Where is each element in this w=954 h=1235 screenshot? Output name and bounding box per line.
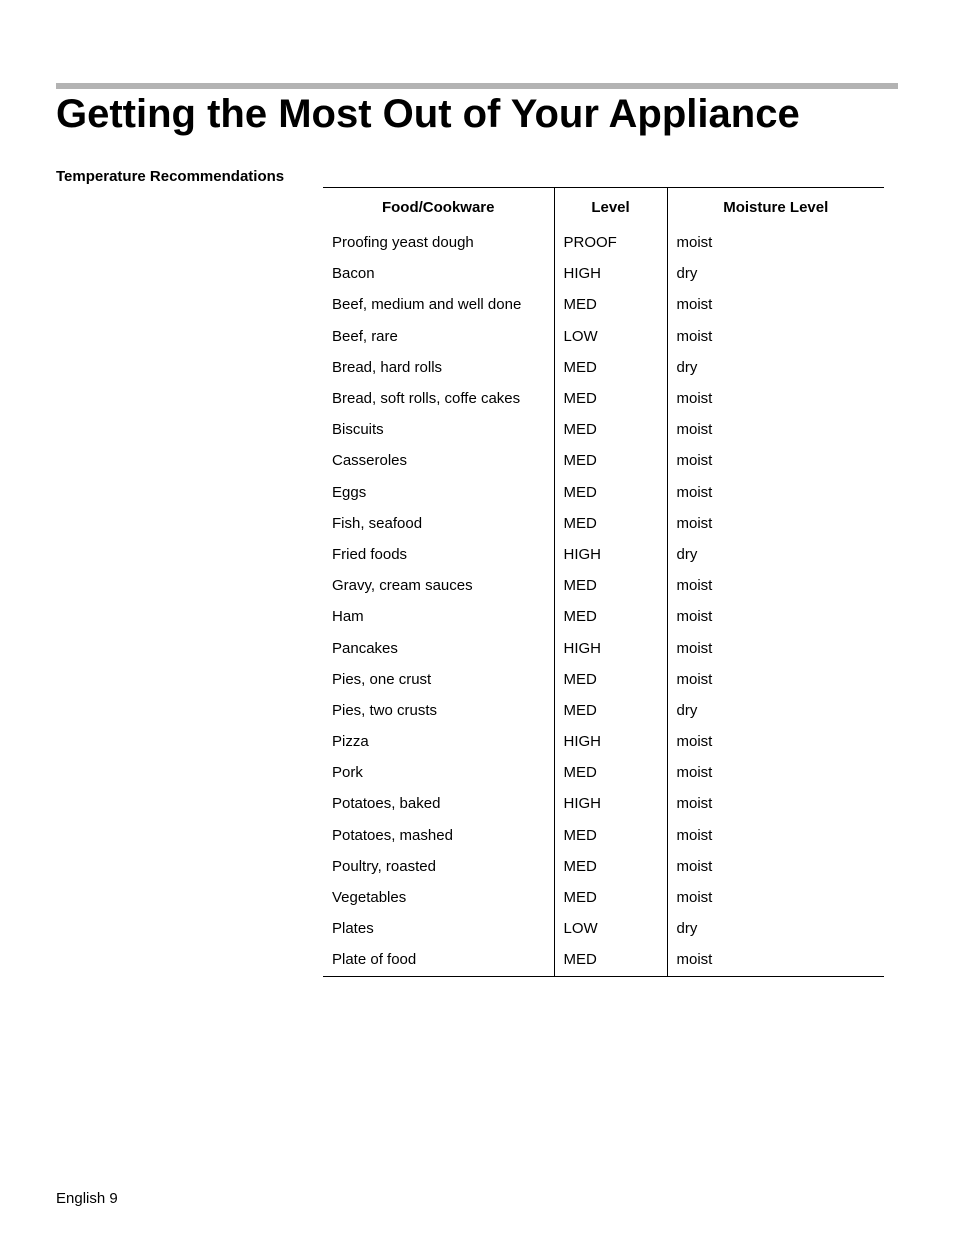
table-row: [323, 414, 884, 445]
cell-food: Vegetables: [323, 882, 554, 913]
cell-moisture: dry: [676, 265, 698, 283]
table-row: [323, 788, 884, 819]
cell-moisture: moist: [676, 764, 713, 782]
cell-level: HIGH: [554, 788, 667, 819]
cell-moisture: moist: [676, 826, 713, 844]
cell-level: MED: [554, 289, 667, 320]
cell-level: HIGH: [554, 258, 667, 289]
cell-food: Potatoes, baked: [323, 788, 554, 819]
cell-moisture: moist: [676, 951, 713, 969]
cell-moisture: dry: [676, 545, 698, 563]
cell-food: Biscuits: [323, 414, 554, 445]
cell-food: Bacon: [323, 258, 554, 289]
cell-food: Pies, one crust: [323, 664, 554, 695]
cell-level: MED: [554, 508, 667, 539]
cell-moisture: dry: [676, 358, 698, 376]
table-row: [323, 539, 884, 570]
cell-moisture: moist: [676, 795, 713, 813]
cell-moisture: moist: [676, 639, 713, 657]
cell-level: MED: [554, 820, 667, 851]
table-row: [323, 477, 884, 508]
page-title: Getting the Most Out of Your Appliance: [56, 92, 800, 136]
table-row: [323, 445, 884, 476]
table-row: [323, 601, 884, 632]
cell-food: Fish, seafood: [323, 508, 554, 539]
page-footer: English 9: [56, 1190, 118, 1207]
cell-level: MED: [554, 757, 667, 788]
cell-moisture: moist: [676, 327, 713, 345]
cell-moisture: moist: [676, 483, 713, 501]
cell-moisture: moist: [676, 514, 713, 532]
title-rule: [56, 83, 898, 89]
cell-level: MED: [554, 445, 667, 476]
temperature-recommendations-table: [323, 187, 884, 977]
table-row: [323, 757, 884, 788]
table-row: [323, 352, 884, 383]
cell-level: MED: [554, 695, 667, 726]
cell-food: Plate of food: [323, 944, 554, 976]
cell-moisture: moist: [676, 733, 713, 751]
cell-level: HIGH: [554, 632, 667, 663]
header-moisture-level: Moisture Level: [723, 198, 829, 216]
table-row: [323, 383, 884, 414]
cell-level: MED: [554, 352, 667, 383]
cell-food: Bread, soft rolls, coffe cakes: [323, 383, 554, 414]
cell-level: PROOF: [554, 224, 667, 258]
section-title: Temperature Recommendations: [56, 168, 285, 185]
cell-food: Fried foods: [323, 539, 554, 570]
cell-food: Pork: [323, 757, 554, 788]
cell-level: MED: [554, 414, 667, 445]
cell-level: MED: [554, 882, 667, 913]
cell-moisture: moist: [676, 670, 713, 688]
header-food-cookware: Food/Cookware: [323, 188, 554, 225]
table-row: [323, 632, 884, 663]
cell-level: MED: [554, 570, 667, 601]
table-row: [323, 726, 884, 757]
cell-moisture: moist: [676, 889, 713, 907]
table-row: [323, 289, 884, 320]
table-row: [323, 695, 884, 726]
cell-moisture: moist: [676, 577, 713, 595]
table-row: [323, 820, 884, 851]
header-level: Level: [554, 188, 667, 225]
cell-moisture: moist: [676, 857, 713, 875]
table-row: [323, 224, 884, 258]
cell-food: Plates: [323, 913, 554, 944]
cell-food: Proofing yeast dough: [323, 224, 554, 258]
cell-food: Beef, medium and well done: [323, 289, 554, 320]
cell-level: MED: [554, 851, 667, 882]
cell-food: Eggs: [323, 477, 554, 508]
cell-moisture: dry: [676, 701, 698, 719]
cell-food: Beef, rare: [323, 321, 554, 352]
table-row: [323, 570, 884, 601]
cell-food: Potatoes, mashed: [323, 820, 554, 851]
cell-level: HIGH: [554, 726, 667, 757]
table-row: [323, 508, 884, 539]
cell-food: Bread, hard rolls: [323, 352, 554, 383]
table-row: [323, 321, 884, 352]
cell-level: MED: [554, 477, 667, 508]
cell-level: MED: [554, 383, 667, 414]
cell-moisture: moist: [676, 452, 713, 470]
table-row: [323, 882, 884, 913]
table-row: [323, 258, 884, 289]
cell-level: MED: [554, 944, 667, 976]
cell-food: Gravy, cream sauces: [323, 570, 554, 601]
table-row: [323, 851, 884, 882]
table-row: [323, 664, 884, 695]
cell-level: MED: [554, 664, 667, 695]
cell-food: Pizza: [323, 726, 554, 757]
cell-food: Poultry, roasted: [323, 851, 554, 882]
cell-food: Casseroles: [323, 445, 554, 476]
cell-moisture: moist: [676, 234, 713, 252]
cell-moisture: moist: [676, 608, 713, 626]
cell-level: LOW: [554, 913, 667, 944]
table-row: [323, 944, 884, 976]
cell-moisture: dry: [676, 920, 698, 938]
cell-moisture: moist: [676, 390, 713, 408]
cell-food: Pancakes: [323, 632, 554, 663]
cell-level: LOW: [554, 321, 667, 352]
cell-level: HIGH: [554, 539, 667, 570]
table-body: [323, 224, 884, 976]
cell-moisture: moist: [676, 421, 713, 439]
cell-moisture: moist: [676, 296, 713, 314]
table-row: [323, 913, 884, 944]
cell-level: MED: [554, 601, 667, 632]
cell-food: Ham: [323, 601, 554, 632]
cell-food: Pies, two crusts: [323, 695, 554, 726]
table-header-row: [323, 188, 884, 225]
